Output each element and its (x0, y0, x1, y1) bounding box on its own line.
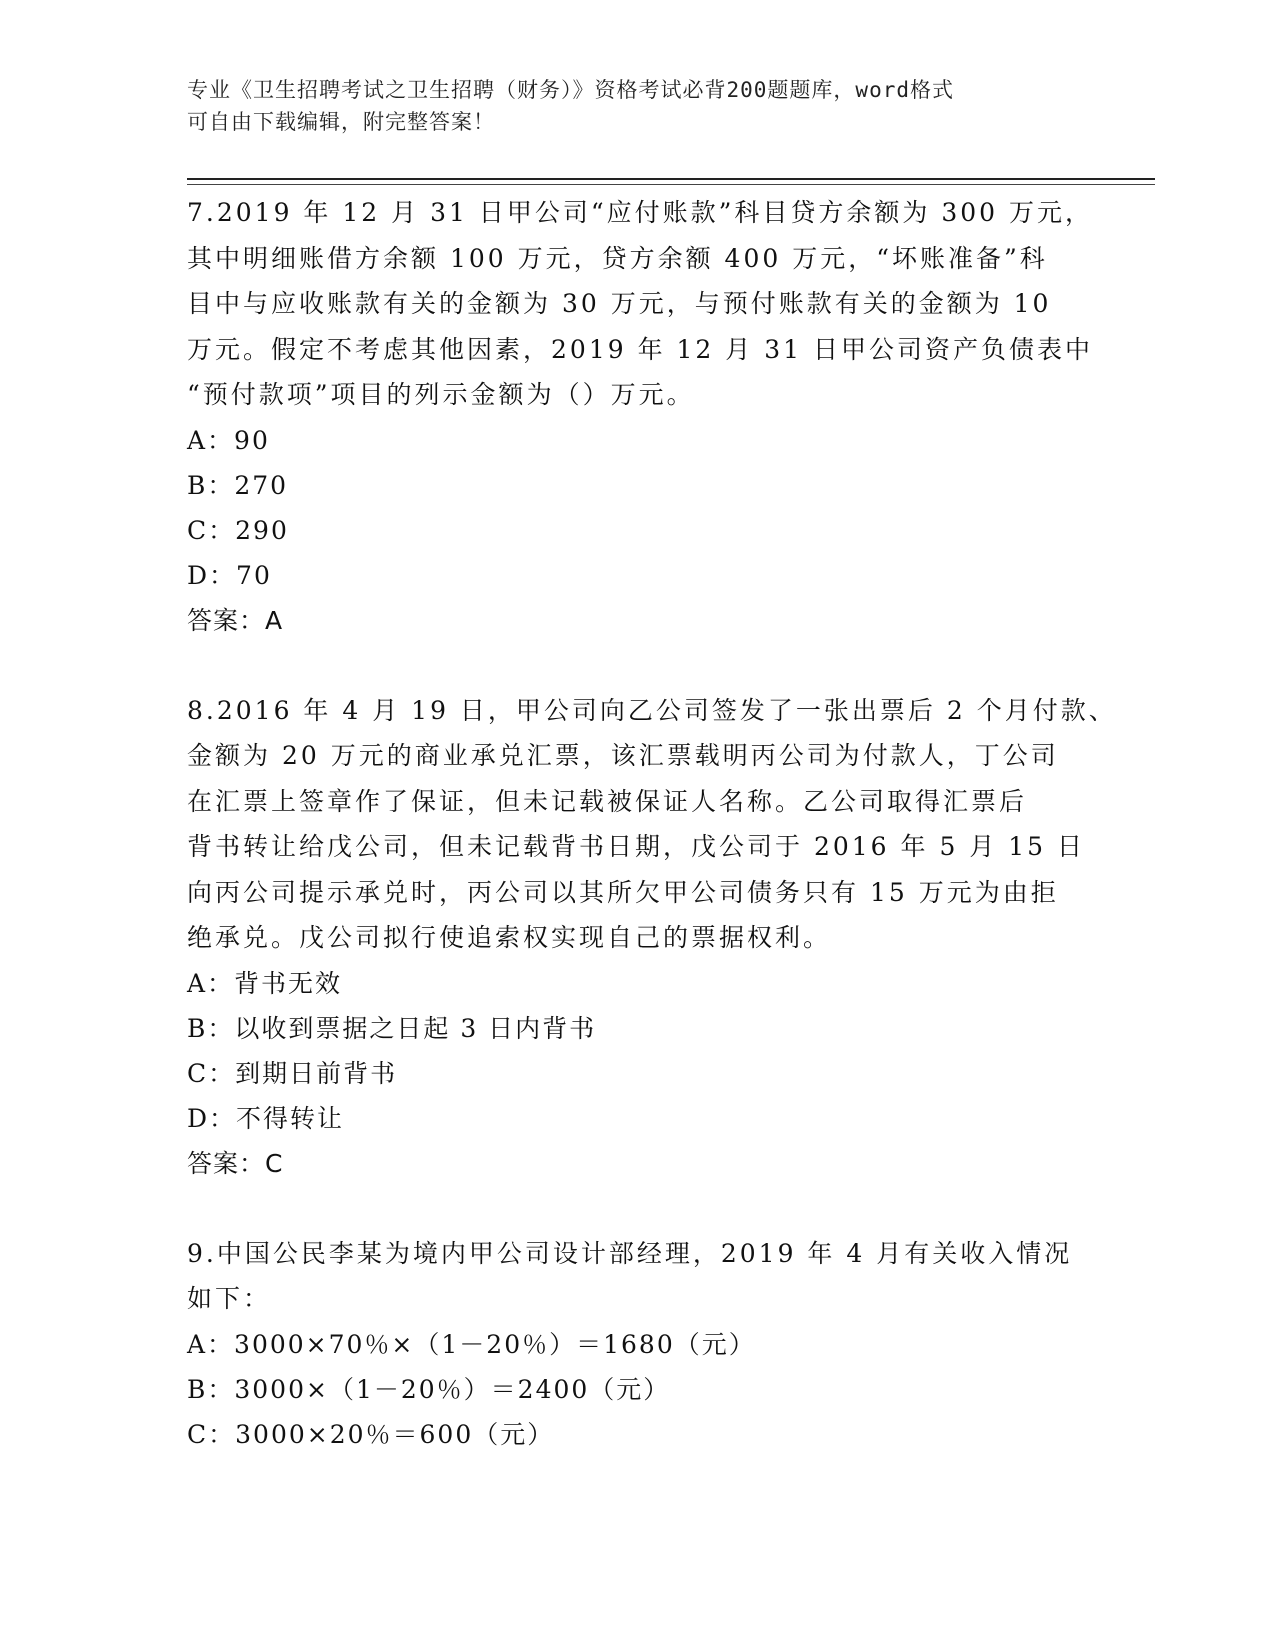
header-divider-thin (187, 184, 1155, 185)
stem-line: 背书转让给戊公司，但未记载背书日期，戊公司于 2016 年 5 月 15 日 (187, 832, 1086, 861)
question-8 (187, 688, 1117, 1186)
header-divider-thick (187, 178, 1155, 180)
answer-line: 答案：A (187, 605, 284, 635)
question-stem (187, 1231, 1087, 1322)
question-spacer (187, 1186, 1087, 1231)
option-d: D：不得转让 (187, 1103, 345, 1133)
header-title-line-1: 专业《卫生招聘考试之卫生招聘（财务）》资格考试必背200题题库，word格式 (187, 78, 954, 102)
option-a: A：背书无效 (187, 968, 343, 998)
answer-line: 答案：C (187, 1148, 284, 1178)
option-c: C：3000×20％＝600（元） (187, 1419, 555, 1449)
option-c: C：到期日前背书 (187, 1058, 398, 1088)
option-c: C：290 (187, 515, 289, 545)
question-list (187, 190, 1117, 1457)
question-9 (187, 1231, 1087, 1457)
option-d: D：70 (187, 560, 272, 590)
document-header (187, 74, 1067, 138)
header-title-line-2: 可自由下载编辑，附完整答案！ (187, 110, 495, 134)
question-stem (187, 190, 1094, 418)
option-a: A：3000×70％×（1－20％）＝1680（元） (187, 1329, 756, 1359)
option-b: B：270 (187, 470, 289, 500)
question-spacer (187, 643, 1087, 688)
stem-line: 向丙公司提示承兑时，丙公司以其所欠甲公司债务只有 15 万元为由拒 (187, 877, 1059, 907)
question-7 (187, 190, 1094, 643)
stem-line: 如下： (187, 1284, 272, 1313)
stem-line: 目中与应收账款有关的金额为 30 万元，与预付账款有关的金额为 10 (187, 289, 1052, 318)
stem-line: 9.中国公民李某为境内甲公司设计部经理，2019 年 4 月有关收入情况 (187, 1238, 1073, 1268)
stem-line: 其中明细账借方余额 100 万元，贷方余额 400 万元，“坏账准备”科 (187, 243, 1048, 273)
stem-line: 万元。假定不考虑其他因素，2019 年 12 月 31 日甲公司资产负债表中 (187, 334, 1093, 364)
question-stem (187, 688, 1117, 961)
stem-line: 8.2016 年 4 月 19 日，甲公司向乙公司签发了一张出票后 2 个月付款、 (187, 695, 1117, 725)
option-b: B：3000×（1－20％）＝2400（元） (187, 1374, 671, 1404)
stem-line: 在汇票上签章作了保证，但未记载被保证人名称。乙公司取得汇票后 (187, 786, 1028, 816)
stem-line: “预付款项”项目的列示金额为（）万元。 (187, 380, 695, 409)
stem-line: 7.2019 年 12 月 31 日甲公司“应付账款”科目贷方余额为 300 万元， (187, 198, 1094, 227)
stem-line: 金额为 20 万元的商业承兑汇票，该汇票载明丙公司为付款人，丁公司 (187, 741, 1059, 770)
option-b: B：以收到票据之日起 3 日内背书 (187, 1013, 597, 1043)
option-a: A：90 (187, 425, 270, 455)
stem-line: 绝承兑。戊公司拟行使追索权实现自己的票据权利。 (187, 923, 832, 952)
